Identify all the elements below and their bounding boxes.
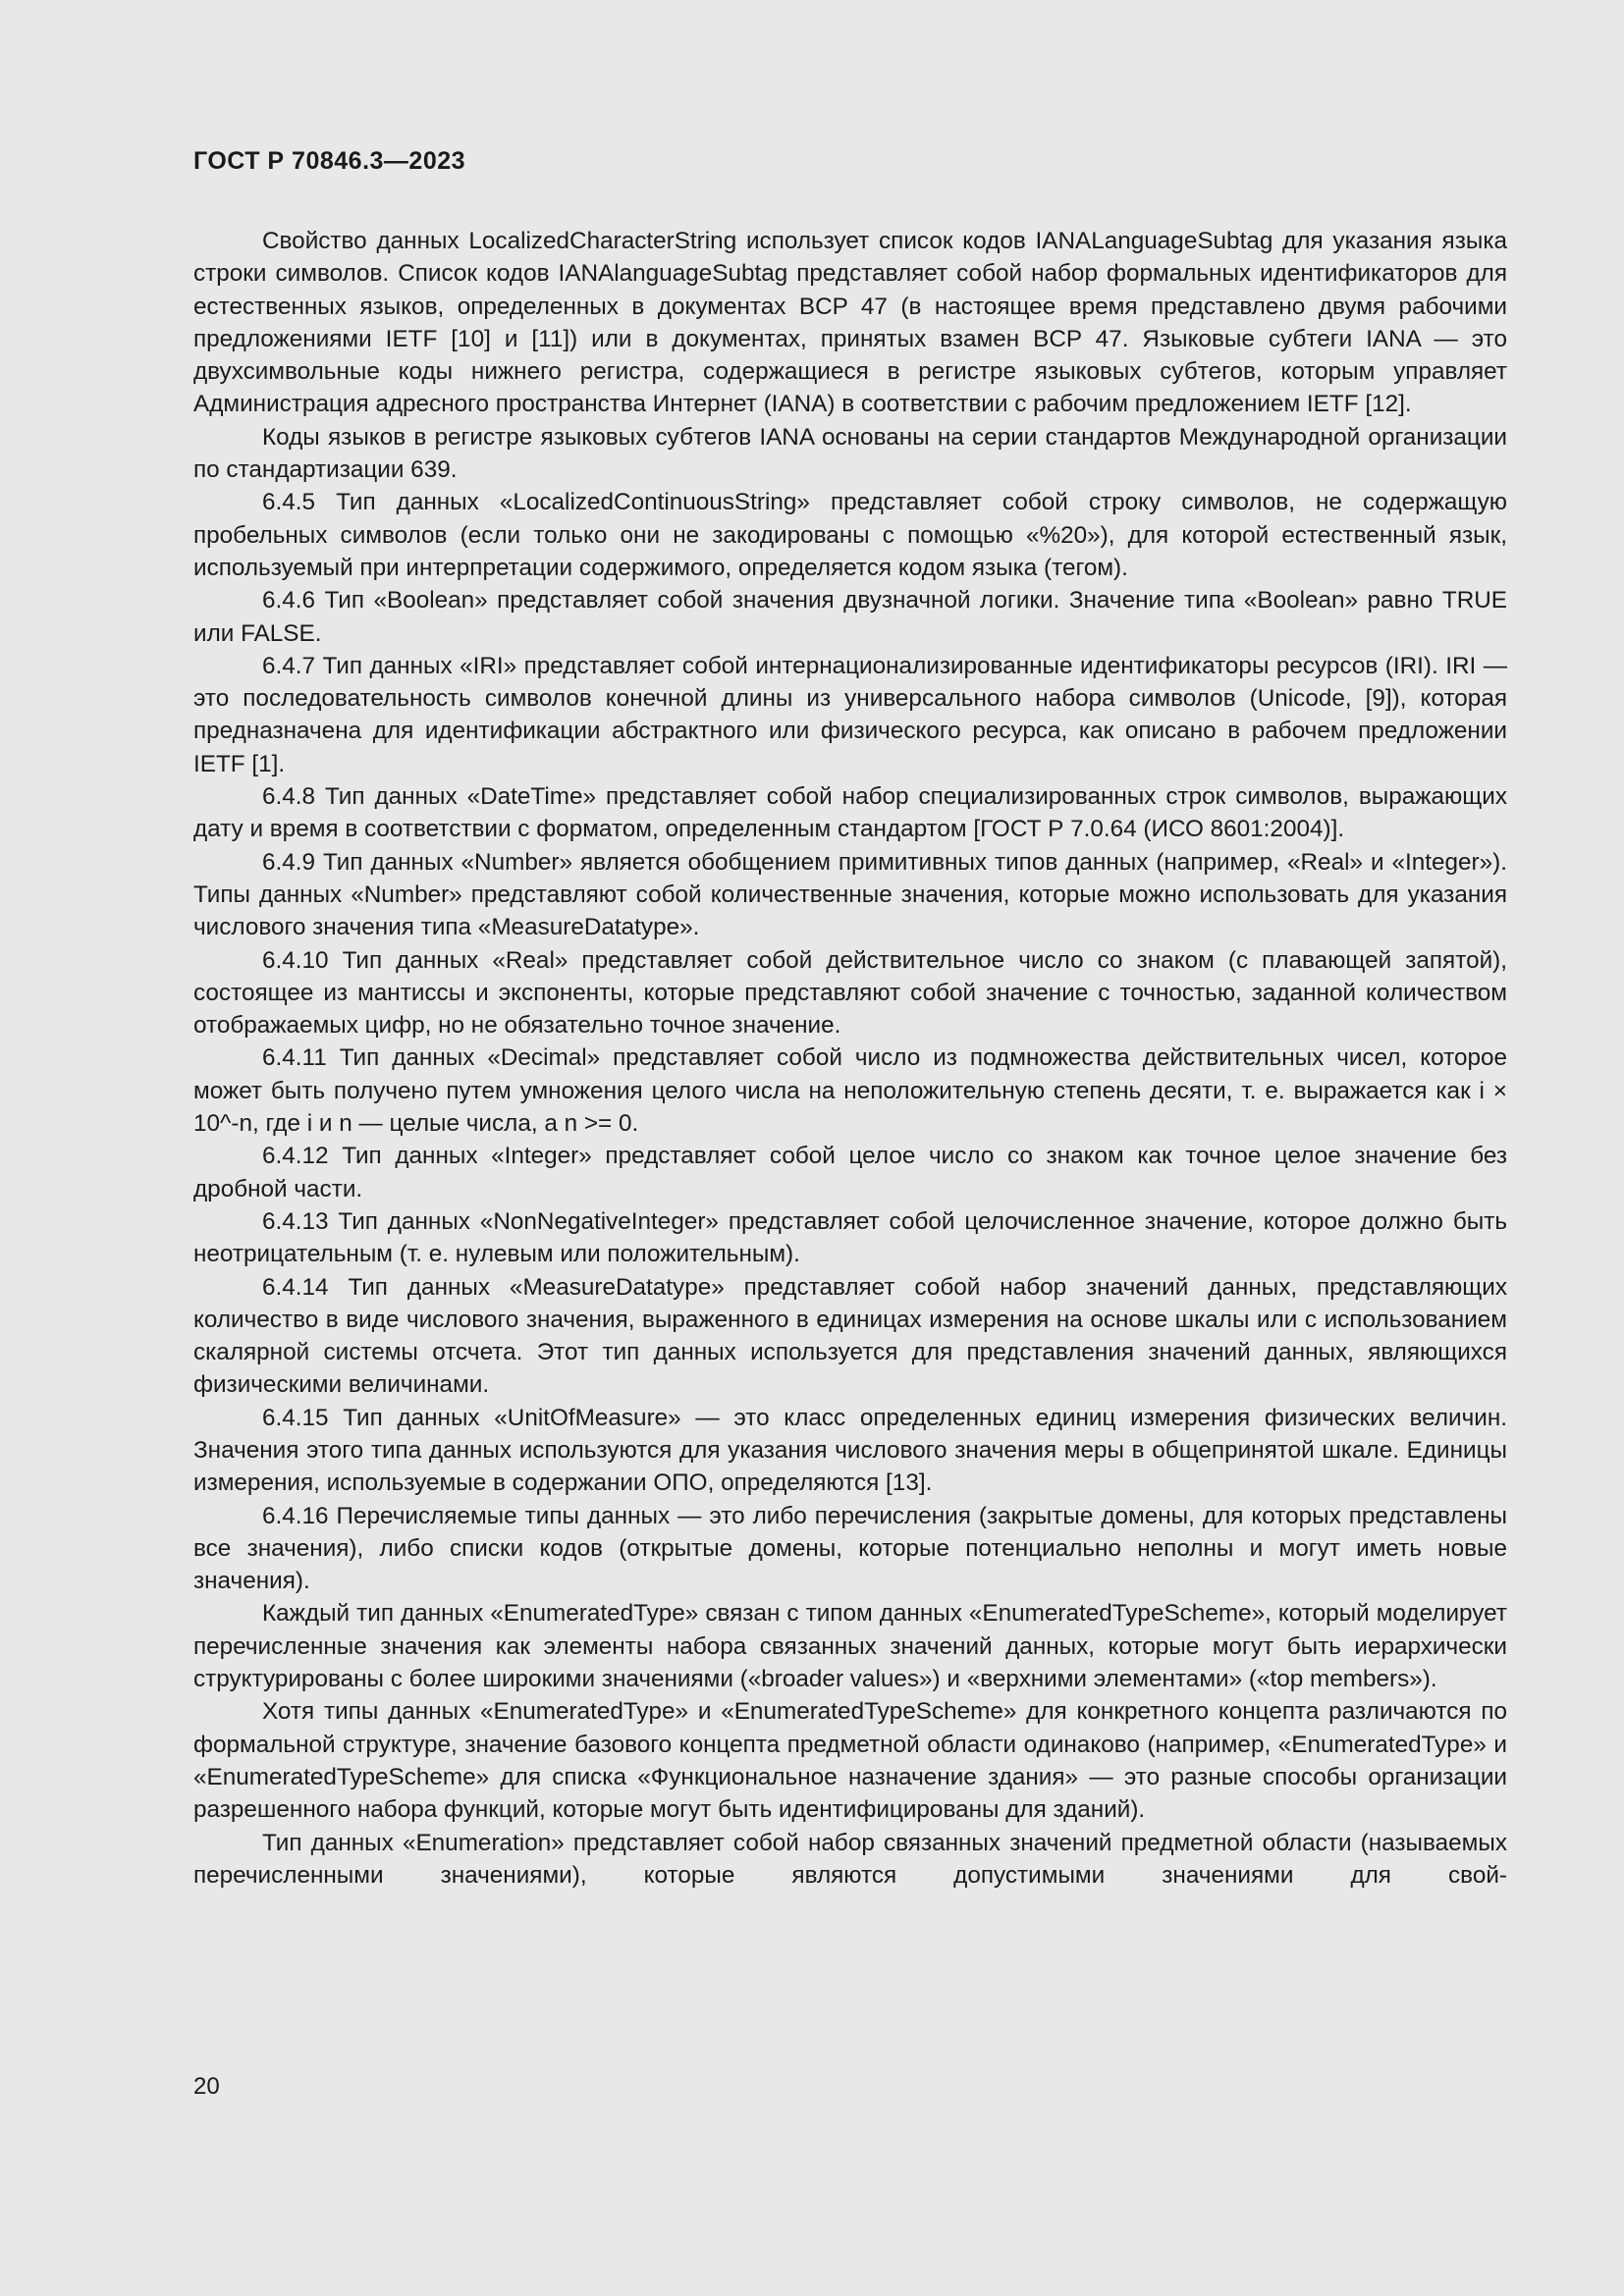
paragraph-language-codes: Коды языков в регистре языковых субтегов IANA основаны на серии стандартов Международной организации по стандартизации 639. [193,423,1507,484]
paragraph-6-4-5: 6.4.5 Тип данных «LocalizedContinuousString» представляет собой строку символов, не содержащую пробельных символов (если только они не закодированы с помощью «%20»), для которой естественный язык, используемый при интерпретации содержимого, определяется кодом языка (тегом). [193,489,1507,581]
paragraph-6-4-16: 6.4.16 Перечисляемые типы данных — это либо перечисления (закрытые домены, для которых представлены все значения), либо списки кодов (открытые домены, которые потенциально неполны и могут иметь новые значения). [193,1502,1507,1595]
paragraph-6-4-12: 6.4.12 Тип данных «Integer» представляет собой целое число со знаком как точное целое значение без дробной части. [193,1143,1507,1202]
paragraph-6-4-7: 6.4.7 Тип данных «IRI» представляет собой интернационализированные идентификаторы ресурсов (IRI). IRI — это последовательность символов конечной длины из универсального набора символов (Unicode, [9]), которая предназначена для идентификации абстрактного или физического ресурса, как описано в рабочем предложении IETF [1]. [193,652,1507,777]
page-number: 20 [193,2073,220,2100]
paragraph-6-4-11: 6.4.11 Тип данных «Decimal» представляет собой число из подмножества действительных чисел, которое может быть получено путем умножения целого числа на неположительную степень десяти, т. е. выражается как i × 10^-n, где i и n — целые числа, а n >= 0. [193,1044,1507,1138]
paragraph-6-4-14: 6.4.14 Тип данных «MeasureDatatype» представляет собой набор значений данных, представляющих количество в виде числового значения, выраженного в единицах измерения на основе шкалы или с использованием скалярной системы отсчета. Этот тип данных используется для представления значений данных, являющихся физическими величинами. [193,1273,1507,1399]
paragraph-6-4-10: 6.4.10 Тип данных «Real» представляет собой действительное число со знаком (с плавающей запятой), состоящее из мантиссы и экспоненты, которые представляют собой значение с точностью, заданной количеством отображаемых цифр, но не обязательно точное значение. [193,946,1507,1040]
paragraph-6-4-13: 6.4.13 Тип данных «NonNegativeInteger» представляет собой целочисленное значение, которое должно быть неотрицательным (т. е. нулевым или положительным). [193,1207,1507,1268]
paragraph-enumerated-type-scheme: Хотя типы данных «EnumeratedType» и «EnumeratedTypeScheme» для конкретного концепта различаются по формальной структуре, значение базового концепта предметной области одинаково (например, «EnumeratedType» и «EnumeratedTypeScheme» для списка «Функциональное назначение здания» — это разные способы организации разрешенного набора функций, которые могут быть идентифицированы для зданий). [193,1698,1507,1824]
paragraph-6-4-6: 6.4.6 Тип «Boolean» представляет собой значения двузначной логики. Значение типа «Boolean» равно TRUE или FALSE. [193,587,1507,647]
paragraph-6-4-9: 6.4.9 Тип данных «Number» является обобщением примитивных типов данных (например, «Real» и «Integer»). Типы данных «Number» представляют собой количественные значения, которые можно использовать для указания числового значения типа «MeasureDatatype». [193,848,1507,941]
paragraph-enumerated-type: Каждый тип данных «EnumeratedType» связан с типом данных «EnumeratedTypeScheme», который моделирует перечисленные значения как элементы набора связанных значений данных, которые могут быть иерархически структурированы с более широкими значениями («broader values») и «верхними элементами» («top members»). [193,1600,1507,1693]
paragraph-6-4-8: 6.4.8 Тип данных «DateTime» представляет собой набор специализированных строк символов, выражающих дату и время в соответствии с форматом, определенным стандартом [ГОСТ Р 7.0.64 (ИСО 8601:2004)]. [193,783,1507,843]
document-body [193,225,1507,1892]
paragraph-localized-string: Свойство данных LocalizedCharacterString использует список кодов IANALanguageSubtag для указания языка строки символов. Список кодов IANAlanguageSubtag представляет собой набор формальных идентификаторов для естественных языков, определенных в документах BCP 47 (в настоящее время представлено двумя рабочими предложениями IETF [10] и [11]) или в документах, принятых взамен BCP 47. Языковые субтеги IANA — это двухсимвольные коды нижнего регистра, содержащиеся в регистре языковых субтегов, которым управляет Администрация адресного пространства Интернет (IANA) в соответствии с рабочим предложением IETF [12]. [193,228,1507,418]
paragraph-enumeration: Тип данных «Enumeration» представляет собой набор связанных значений предметной области (называемых перечисленными значениями), которые являются допустимыми значениями для свой- [193,1829,1507,1889]
document-header: ГОСТ Р 70846.3—2023 [193,147,466,175]
paragraph-6-4-15: 6.4.15 Тип данных «UnitOfMeasure» — это класс определенных единиц измерения физических величин. Значения этого типа данных используются для указания числового значения меры в общепринятой шкале. Единицы измерения, используемые в содержании ОПО, определяются [13]. [193,1404,1507,1497]
